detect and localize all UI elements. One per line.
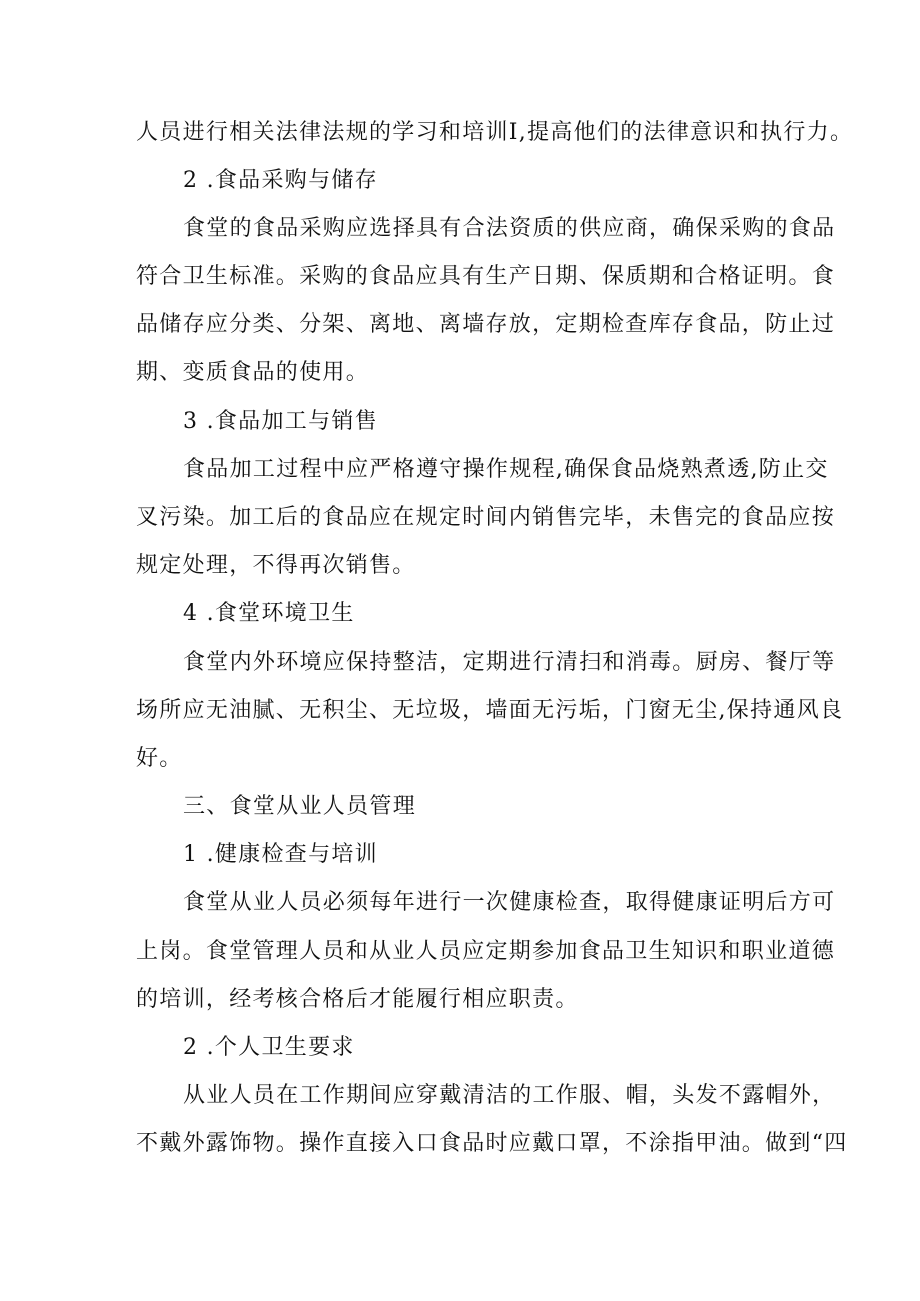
paragraph-line: 好。 bbox=[136, 746, 183, 771]
paragraph-line: 食品加工过程中应严格遵守操作规程,确保食品烧熟煮透,防止交 bbox=[183, 457, 829, 482]
paragraph-line: 食堂内外环境应保持整洁，定期进行清扫和消毒。厨房、餐厅等 bbox=[183, 650, 836, 675]
paragraph-line: 从业人员在工作期间应穿戴清洁的工作服、帽，头发不露帽外， bbox=[183, 1083, 836, 1108]
paragraph-line: 场所应无油腻、无积尘、无垃圾，墙面无污垢，门窗无尘,保持通风良 bbox=[136, 698, 844, 723]
paragraph-line: 规定处理，不得再次销售。 bbox=[136, 553, 416, 578]
paragraph-line: 期、变质食品的使用。 bbox=[136, 360, 370, 385]
section-heading: 4 .食堂环境卫生 bbox=[183, 601, 355, 626]
section-heading: 3 .食品加工与销售 bbox=[183, 409, 378, 434]
paragraph-line: 的培训，经考核合格后才能履行相应职责。 bbox=[136, 987, 579, 1012]
section-heading: 1 .健康检查与培训 bbox=[183, 842, 378, 867]
paragraph-line: 不戴外露饰物。操作直接入口食品时应戴口罩，不涂指甲油。做到“四 bbox=[136, 1131, 848, 1156]
paragraph-line: 食堂的食品采购应选择具有合法资质的供应商，确保采购的食品 bbox=[183, 216, 836, 241]
paragraph-line: 符合卫生标准。采购的食品应具有生产日期、保质期和合格证明。食 bbox=[136, 264, 836, 289]
section-heading: 2 .食品采购与储存 bbox=[183, 168, 378, 193]
paragraph-line: 叉污染。加工后的食品应在规定时间内销售完毕，未售完的食品应按 bbox=[136, 505, 836, 530]
paragraph-line: 品储存应分类、分架、离地、离墙存放，定期检查库存食品，防止过 bbox=[136, 312, 836, 337]
chapter-heading: 三、食堂从业人员管理 bbox=[183, 794, 417, 819]
paragraph-line: 上岗。食堂管理人员和从业人员应定期参加食品卫生知识和职业道德 bbox=[136, 939, 836, 964]
paragraph-line: 食堂从业人员必须每年进行一次健康检查，取得健康证明后方可 bbox=[183, 890, 836, 915]
paragraph-line: 人员进行相关法律法规的学习和培训I,提高他们的法律意识和执行力。 bbox=[136, 120, 854, 145]
section-heading: 2 .个人卫生要求 bbox=[183, 1035, 355, 1060]
